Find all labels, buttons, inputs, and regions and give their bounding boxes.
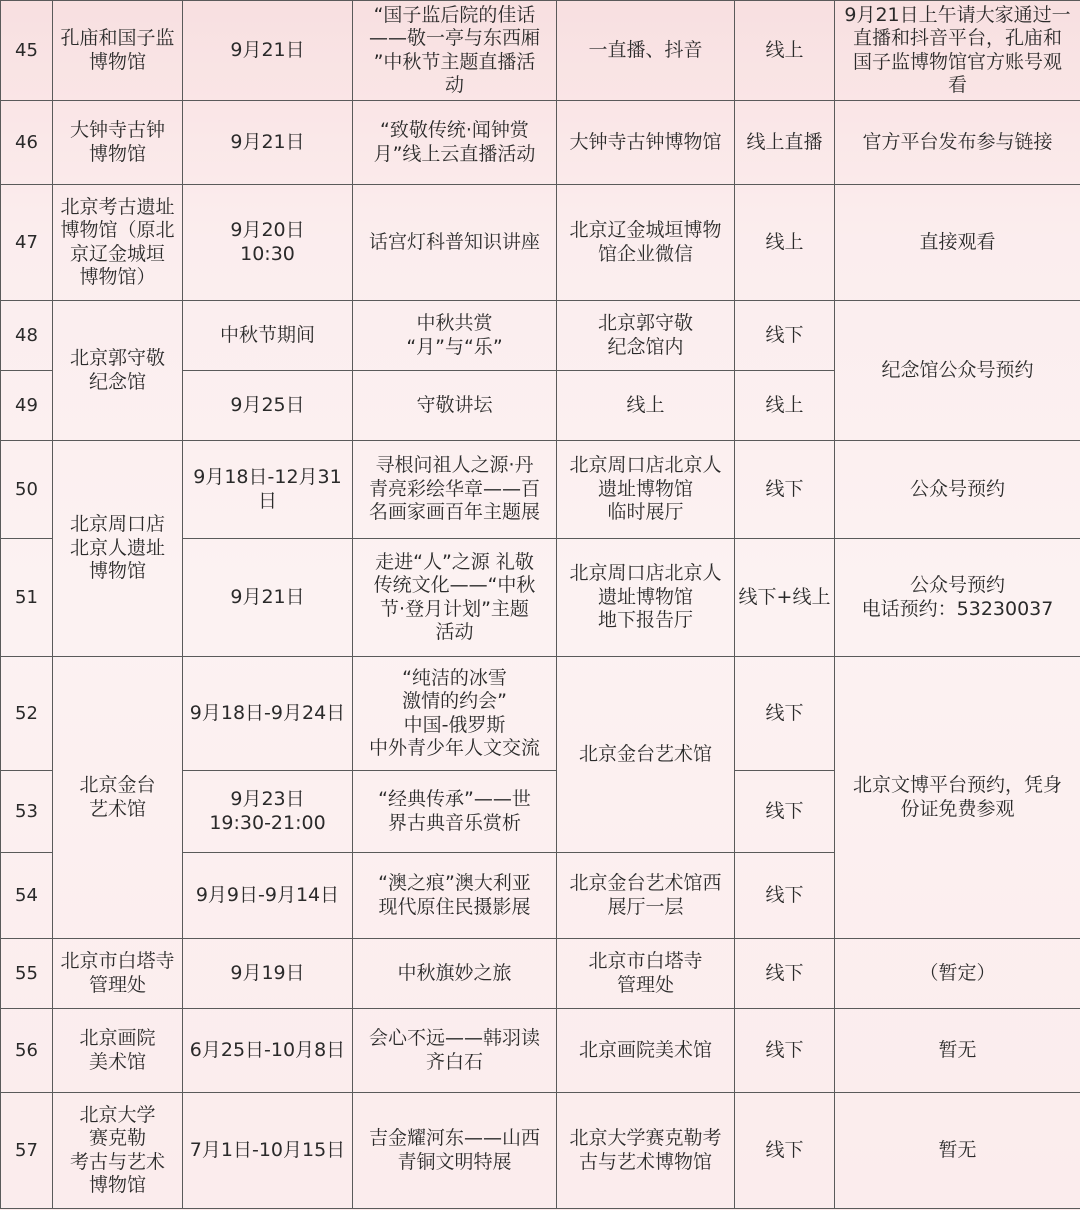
table-row — [1, 657, 1080, 771]
place-cell: 北京大学赛克勒考 古与艺术博物馆 — [557, 1093, 735, 1209]
place-cell: 北京金台艺术馆 — [557, 657, 735, 853]
activity-cell: “澳之痕”澳大利亚 现代原住民摄影展 — [353, 853, 557, 939]
mode-cell: 线上 — [735, 1, 835, 101]
row-number: 47 — [1, 185, 53, 301]
table-row — [1, 1093, 1080, 1209]
date-cell: 9月25日 — [183, 371, 353, 441]
date-cell: 9月20日 10:30 — [183, 185, 353, 301]
table-row — [1, 101, 1080, 185]
place-cell: 北京周口店北京人 遗址博物馆 地下报告厅 — [557, 539, 735, 657]
date-cell: 9月21日 — [183, 101, 353, 185]
booking-cell: 暂无 — [835, 1009, 1080, 1093]
row-number: 51 — [1, 539, 53, 657]
venue-cell: 孔庙和国子监 博物馆 — [53, 1, 183, 101]
booking-cell: 9月21日上午请大家通过一 直播和抖音平台，孔庙和 国子监博物馆官方账号观 看 — [835, 1, 1080, 101]
mode-cell: 线下 — [735, 853, 835, 939]
activity-cell: 走进“人”之源 礼敬 传统文化——“中秋 节·登月计划”主题 活动 — [353, 539, 557, 657]
table-row — [1, 1009, 1080, 1093]
activity-cell: “经典传承”——世 界古典音乐赏析 — [353, 771, 557, 853]
venue-cell: 大钟寺古钟 博物馆 — [53, 101, 183, 185]
date-cell: 9月18日-9月24日 — [183, 657, 353, 771]
date-cell: 9月21日 — [183, 539, 353, 657]
table-row — [1, 1, 1080, 101]
row-number: 52 — [1, 657, 53, 771]
place-cell: 线上 — [557, 371, 735, 441]
row-number: 45 — [1, 1, 53, 101]
activity-cell: 寻根问祖人之源·丹 青亮彩绘华章——百 名画家画百年主题展 — [353, 441, 557, 539]
table-row — [1, 441, 1080, 539]
place-cell: 一直播、抖音 — [557, 1, 735, 101]
row-number: 56 — [1, 1009, 53, 1093]
row-number: 57 — [1, 1093, 53, 1209]
booking-cell: 公众号预约 — [835, 441, 1080, 539]
activity-cell: “致敬传统·闻钟赏 月”线上云直播活动 — [353, 101, 557, 185]
place-cell: 北京辽金城垣博物 馆企业微信 — [557, 185, 735, 301]
venue-cell: 北京周口店 北京人遗址 博物馆 — [53, 441, 183, 657]
place-cell: 北京画院美术馆 — [557, 1009, 735, 1093]
place-cell: 北京郭守敬 纪念馆内 — [557, 301, 735, 371]
table-row — [1, 185, 1080, 301]
row-number: 46 — [1, 101, 53, 185]
date-cell: 9月9日-9月14日 — [183, 853, 353, 939]
place-cell: 大钟寺古钟博物馆 — [557, 101, 735, 185]
mode-cell: 线上 — [735, 185, 835, 301]
date-cell: 9月21日 — [183, 1, 353, 101]
booking-cell: 公众号预约 电话预约：53230037 — [835, 539, 1080, 657]
date-cell: 6月25日-10月8日 — [183, 1009, 353, 1093]
activity-cell: 话宫灯科普知识讲座 — [353, 185, 557, 301]
venue-cell: 北京金台 艺术馆 — [53, 657, 183, 939]
mode-cell: 线下 — [735, 771, 835, 853]
date-cell: 9月23日 19:30-21:00 — [183, 771, 353, 853]
mode-cell: 线下 — [735, 939, 835, 1009]
mode-cell: 线上直播 — [735, 101, 835, 185]
activity-cell: 会心不远——韩羽读 齐白石 — [353, 1009, 557, 1093]
mode-cell: 线下+线上 — [735, 539, 835, 657]
row-number: 50 — [1, 441, 53, 539]
booking-cell: 北京文博平台预约，凭身 份证免费参观 — [835, 657, 1080, 939]
row-number: 49 — [1, 371, 53, 441]
venue-cell: 北京考古遗址 博物馆（原北 京辽金城垣 博物馆） — [53, 185, 183, 301]
place-cell: 北京周口店北京人 遗址博物馆 临时展厅 — [557, 441, 735, 539]
venue-cell: 北京郭守敬 纪念馆 — [53, 301, 183, 441]
date-cell: 9月19日 — [183, 939, 353, 1009]
table-row — [1, 939, 1080, 1009]
booking-cell: 纪念馆公众号预约 — [835, 301, 1080, 441]
mode-cell: 线上 — [735, 371, 835, 441]
place-cell: 北京市白塔寺 管理处 — [557, 939, 735, 1009]
booking-cell: 直接观看 — [835, 185, 1080, 301]
row-number: 53 — [1, 771, 53, 853]
mode-cell: 线下 — [735, 1009, 835, 1093]
date-cell: 中秋节期间 — [183, 301, 353, 371]
booking-cell: （暂定） — [835, 939, 1080, 1009]
mode-cell: 线下 — [735, 441, 835, 539]
mode-cell: 线下 — [735, 657, 835, 771]
row-number: 48 — [1, 301, 53, 371]
row-number: 55 — [1, 939, 53, 1009]
date-cell: 7月1日-10月15日 — [183, 1093, 353, 1209]
date-cell: 9月18日-12月31 日 — [183, 441, 353, 539]
activity-cell: 守敬讲坛 — [353, 371, 557, 441]
activity-cell: 中秋旗妙之旅 — [353, 939, 557, 1009]
venue-cell: 北京大学 赛克勒 考古与艺术 博物馆 — [53, 1093, 183, 1209]
booking-cell: 官方平台发布参与链接 — [835, 101, 1080, 185]
table-row — [1, 301, 1080, 371]
activity-cell: 中秋共赏 “月”与“乐” — [353, 301, 557, 371]
activity-cell: “国子监后院的佳话 ——敬一亭与东西厢 ”中秋节主题直播活 动 — [353, 1, 557, 101]
booking-cell: 暂无 — [835, 1093, 1080, 1209]
activity-cell: 吉金耀河东——山西 青铜文明特展 — [353, 1093, 557, 1209]
place-cell: 北京金台艺术馆西 展厅一层 — [557, 853, 735, 939]
mode-cell: 线下 — [735, 301, 835, 371]
venue-cell: 北京市白塔寺 管理处 — [53, 939, 183, 1009]
venue-cell: 北京画院 美术馆 — [53, 1009, 183, 1093]
mode-cell: 线下 — [735, 1093, 835, 1209]
activity-cell: “纯洁的冰雪 激情的约会” 中国-俄罗斯 中外青少年人文交流 — [353, 657, 557, 771]
row-number: 54 — [1, 853, 53, 939]
